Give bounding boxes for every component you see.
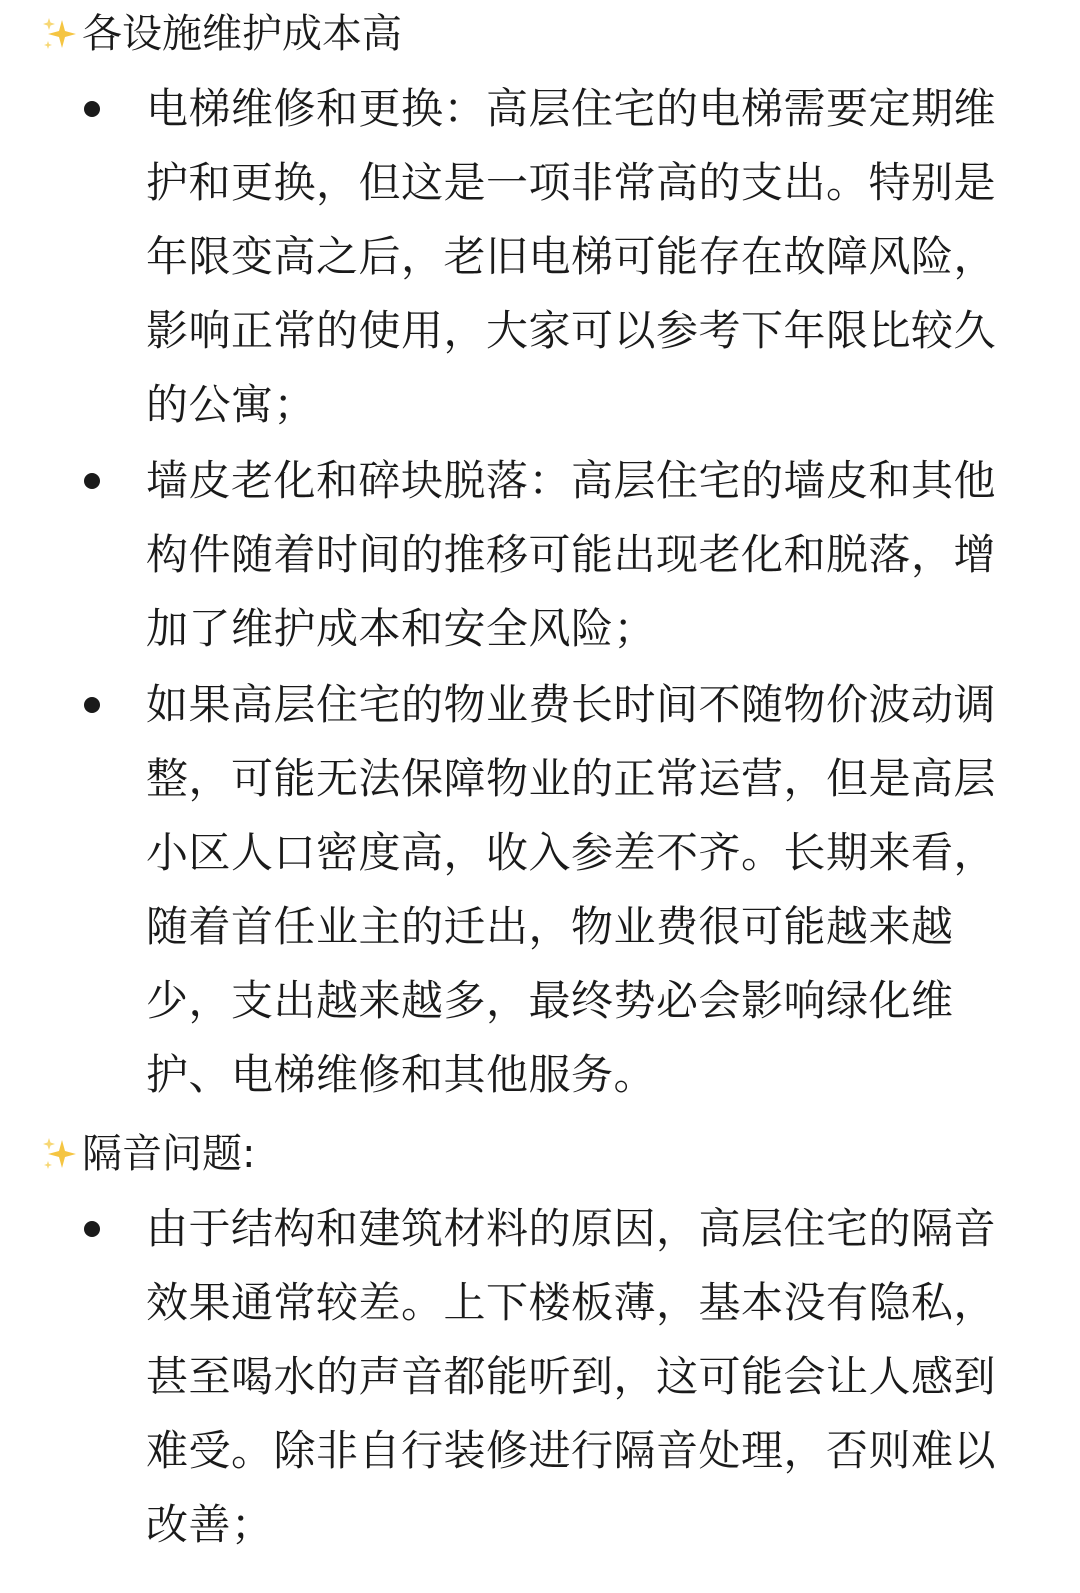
section-heading-soundproofing bbox=[40, 1122, 255, 1186]
section-heading-maintenance bbox=[40, 2, 402, 66]
section-heading-text: 隔音问题: bbox=[82, 1131, 256, 1177]
sparkles-icon bbox=[40, 14, 80, 54]
list-item-text: 墙皮老化和碎块脱落：高层住宅的墙皮和其他构件随着时间的推移可能出现老化和脱落，增加了维护成本和安全风险； bbox=[146, 456, 997, 653]
list-item-text: 如果高层住宅的物业费长时间不随物价波动调整，可能无法保障物业的正常运营，但是高层小区人口密度高，收入参差不齐。长期来看，随着首任业主的迁出，物业费很可能越来越少，支出越来越多，最终势必会影响绿化维护、电梯维修和其他服务。 bbox=[146, 680, 997, 1099]
section-heading-text: 各设施维护成本高 bbox=[82, 11, 402, 57]
bullet-dot bbox=[84, 697, 100, 713]
list-item-text: 由于结构和建筑材料的原因，高层住宅的隔音效果通常较差。上下楼板薄，基本没有隐私，甚至喝水的声音都能听到，这可能会让人感到难受。除非自行装修进行隔音处理，否则难以改善； bbox=[146, 1204, 997, 1549]
bullet-dot bbox=[84, 101, 100, 117]
bullet-dot bbox=[84, 1221, 100, 1237]
sparkles-icon bbox=[40, 1134, 80, 1174]
list-item-text: 电梯维修和更换：高层住宅的电梯需要定期维护和更换，但这是一项非常高的支出。特别是年限变高之后，老旧电梯可能存在故障风险，影响正常的使用，大家可以参考下年限比较久的公寓； bbox=[146, 84, 997, 429]
bullet-dot bbox=[84, 473, 100, 489]
